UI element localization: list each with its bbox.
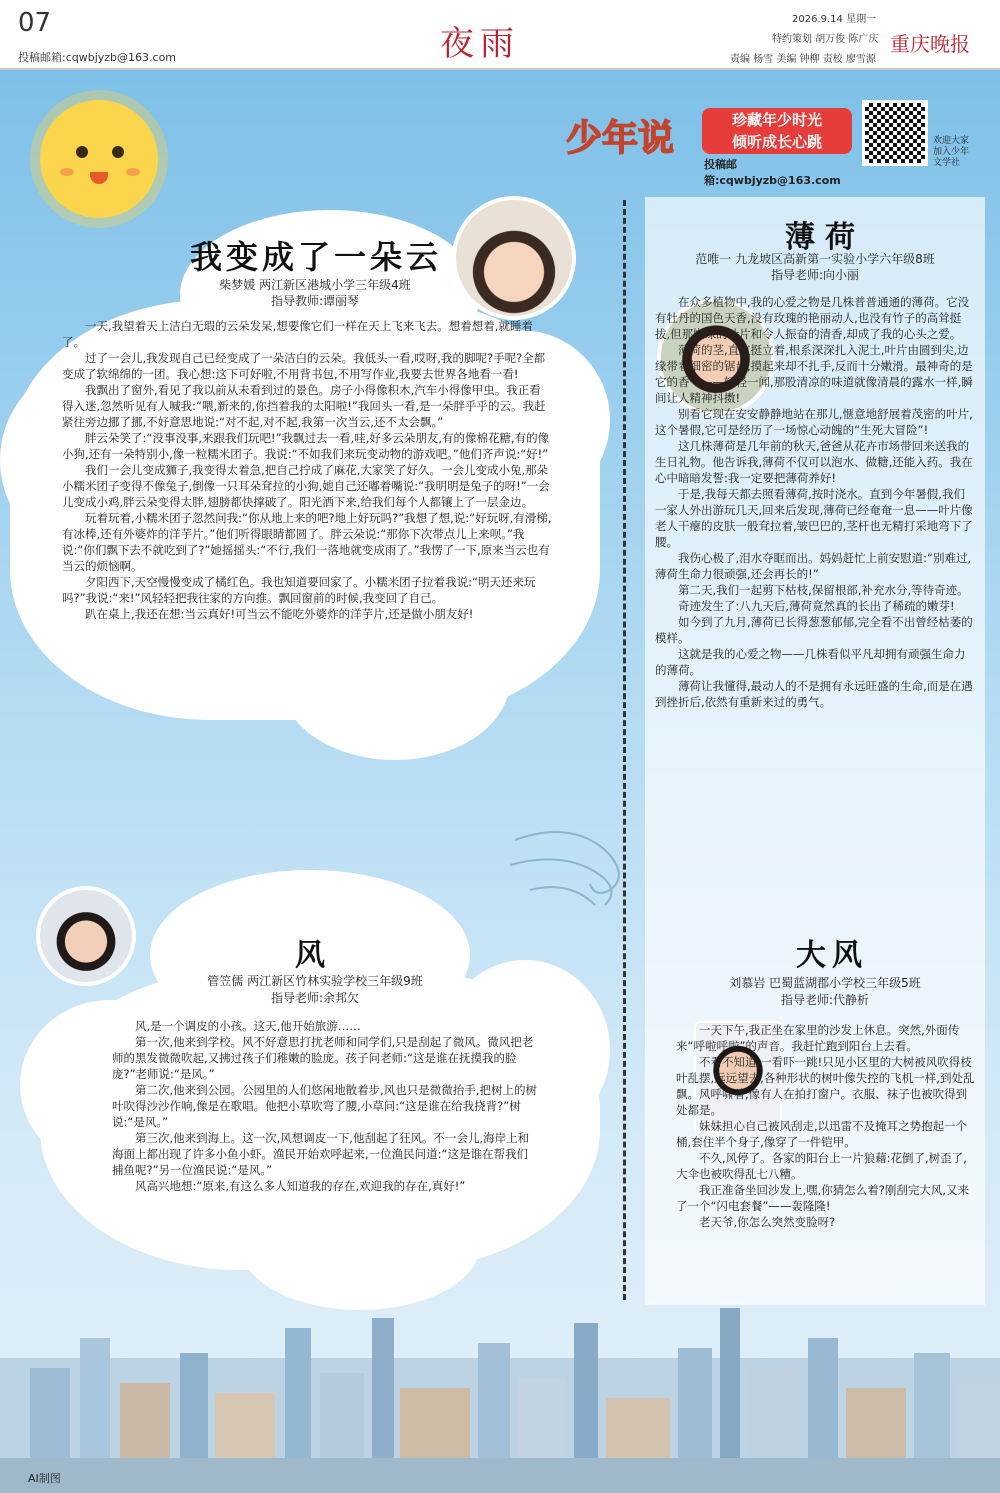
article-body (62, 318, 552, 622)
article-teacher: 指导教师:谭丽琴 (270, 294, 360, 308)
article-paragraph: 别看它现在安安静静地站在那儿,惬意地舒展着茂密的叶片,这个暑假,它可是经历了一场惊心动魄的“生死大冒险”! (655, 407, 973, 437)
article-paragraph: 在众多植物中,我的心爱之物是几株普普通通的薄荷。它没有牡丹的国色天香,没有玫瑰的艳丽动人,也没有竹子的高耸挺拔,但那嫩绿的叶片和令人振奋的清香,却成了我的心头之爱。 (655, 295, 970, 341)
slogan-line: 倾听成长心跳 (731, 133, 822, 151)
article-paragraph: 一天下午,我正坐在家里的沙发上休息。突然,外面传来“呼啦呼啦”的声音。我赶忙跑到阳台上去看。 (676, 1023, 960, 1053)
sun-cheek-icon (60, 168, 74, 176)
article-paragraph: 奇迹发生了:八九天后,薄荷竟然真的长出了稀疏的嫩芽! (678, 599, 955, 613)
article-teacher: 指导老师:余邦欠 (270, 991, 360, 1005)
article-byline: 刘慕岩 巴蜀蓝湖郡小学校三年级5班 (729, 976, 921, 990)
cloud-shape (330, 680, 450, 750)
editorial-credit-planning: 特约策划 胡万俊 陈广庆 (772, 34, 879, 45)
ai-illustration-credit: AI制图 (28, 1472, 61, 1485)
article-paragraph: 第三次,他来到海上。这一次,风想调皮一下,他刮起了狂风。不一会儿,海岸上和海面上都出现了许多小鱼小虾。渔民开始欢呼起来,一位渔民问道:“这是谁在帮我们捕鱼呢?”另一位渔民说:“是风。” (112, 1131, 530, 1177)
article-paragraph: 不看不知道,一看吓一跳!只见小区里的大树被风吹得枝叶乱摆,远远望去,各种形状的树叶像失控的飞机一样,到处乱飘。风呼啸着,像有人在拍打窗户。衣服、袜子也被吹得到处都是。 (676, 1055, 975, 1117)
article-paragraph: 这几株薄荷是几年前的秋天,爸爸从花卉市场带回来送我的生日礼物。他告诉我,薄荷不仅可以泡水、做糖,还能入药。我在心中暗暗发誓:我一定要把薄荷养好! (655, 439, 973, 485)
issue-date: 2026.9.14 星期一 (792, 14, 877, 25)
author-photo (36, 886, 136, 986)
article-paragraph: 我飘出了窗外,看见了我以前从未看到过的景色。房子小得像积木,汽车小得像甲虫。我正看得入迷,忽然听见有人喊我:“喂,新来的,你挡着我的太阳啦!”我回头一看,是一朵胖乎乎的云。我赶紧往旁边挪了挪,不好意思地说:“对不起,对不起,我第一次当云,还不太会飘。” (62, 383, 546, 429)
cartoon-sun-icon (40, 100, 158, 218)
article-title: 薄荷 (785, 220, 865, 255)
article-byline: 管笠儒 两江新区竹林实验学校三年级9班 (207, 974, 423, 988)
column-slogan (702, 108, 852, 154)
sun-eye-icon (112, 146, 124, 158)
article-byline: 范唯一 九龙坡区高新第一实验小学六年级8班 (695, 252, 935, 266)
page-number: 07 (18, 8, 52, 38)
article-body (655, 294, 973, 710)
section-title: 夜雨 (440, 24, 520, 64)
newspaper-brand-logo: 重庆晚报 (890, 32, 970, 56)
article-title: 我变成了一朵云 (190, 238, 443, 276)
article-title: 大风 (796, 938, 868, 973)
article-paragraph: 过了一会儿,我发现自己已经变成了一朵洁白的云朵。我低头一看,哎呀,我的脚呢?手呢?全都变成了软绵绵的一团。我心想:这下可好啦,不用背书包,不用写作业,我要去世界各地看一看! (62, 351, 546, 381)
article-paragraph: 妹妹担心自己被风刮走,以迅雷不及掩耳之势抱起一个桶,套住半个身子,像穿了一件铠甲。 (676, 1119, 968, 1149)
article-paragraph: 一天,我望着天上洁白无瑕的云朵发呆,想要像它们一样在天上飞来飞去。想着想着,就睡着了。 (62, 319, 533, 349)
sun-cheek-icon (126, 168, 140, 176)
article-paragraph: 我正准备坐回沙发上,嘿,你猜怎么着?刚刮完大风,又来了一个“闪电套餐”——轰隆隆! (676, 1183, 970, 1213)
article-paragraph: 老天爷,你怎么突然变脸呀? (699, 1215, 836, 1229)
article-paragraph: 不久,风停了。各家的阳台上一片狼藉:花倒了,树歪了,大伞也被吹得乱七八糟。 (676, 1151, 967, 1181)
article-paragraph: 风,是一个调皮的小孩。这天,他开始旅游…… (135, 1019, 361, 1033)
header-email: 投稿邮箱:cqwbjyzb@163.com (18, 51, 177, 64)
article-title: 风 (295, 938, 325, 973)
article-paragraph: 如今到了九月,薄荷已长得葱葱郁郁,完全看不出曾经枯萎的模样。 (655, 615, 973, 645)
article-body (676, 1022, 976, 1230)
article-paragraph: 我们一会儿变成狮子,我变得太着急,把自己拧成了麻花,大家笑了好久。一会儿变成小兔,那朵小糯米团子变得不像兔子,倒像一只耳朵耷拉的小狗,她自己还嘟着嘴说:“我明明是兔子的呀!”一会儿变成小鸡,胖云朵变得太胖,翅膀都快撑破了。阳光洒下来,给我们每个人都镶上了一层金边。 (62, 463, 550, 509)
article-paragraph: 这就是我的心爱之物——几株看似平凡却拥有顽强生命力的薄荷。 (655, 647, 966, 677)
qr-caption: 欢迎大家加入少年文学社 (933, 136, 970, 168)
city-skyline-illustration (0, 1298, 1000, 1493)
article-body (112, 1018, 537, 1194)
article-teacher: 指导老师:代静析 (780, 993, 870, 1007)
article-paragraph: 玩着玩着,小糯米团子忽然问我:“你从地上来的吧?地上好玩吗?”我想了想,说:“好玩呀,有滑梯,有冰棒,还有外婆炸的洋芋片。”他们听得眼睛都圆了。胖云朵说:“那你下次带点儿上来呗。”我说:“你们飘下去不就吃到了?”她摇摇头:“不行,我们一落地就变成雨了。”我愣了一下,原来当云也有当云的烦恼啊。 (62, 511, 552, 573)
article-paragraph: 第二天,我们一起剪下枯枝,保留根部,补充水分,等待奇迹。 (678, 583, 969, 597)
slogan-line: 珍藏年少时光 (731, 111, 822, 129)
column-banner (566, 90, 856, 187)
article-paragraph: 第二次,他来到公园。公园里的人们悠闲地散着步,风也只是微微抬手,把树上的树叶吹得沙沙作响,像是在歌唱。他把小草吹弯了腰,小草问:“这是谁在给我挠背?”树说:“是风。” (112, 1083, 537, 1129)
article-teacher: 指导老师:向小丽 (770, 268, 860, 282)
article-paragraph: 胖云朵笑了:“没事没事,来跟我们玩吧!”我飘过去一看,哇,好多云朵朋友,有的像棉花糖,有的像小狗,还有一朵特别小,像一粒糯米团子。我说:“不如我们来玩变动物的游戏吧。”他们齐声说:“好!” (62, 431, 550, 461)
article-byline: 柴梦媛 两江新区港城小学三年级4班 (219, 278, 411, 292)
article-paragraph: 趴在桌上,我还在想:当云真好!可当云不能吃外婆炸的洋芋片,还是做小朋友好! (85, 607, 474, 621)
article-paragraph: 我伤心极了,泪水夺眶而出。妈妈赶忙上前安慰道:“别难过,薄荷生命力很顽强,还会再长的!” (655, 551, 972, 581)
article-paragraph: 薄荷让我懂得,最动人的不是拥有永远旺盛的生命,而是在遇到挫折后,依然有重新来过的勇气。 (655, 679, 973, 709)
sun-eye-icon (76, 146, 88, 158)
wind-swirl-icon (510, 820, 640, 920)
cloud-shape (240, 1180, 480, 1310)
article-paragraph: 夕阳西下,天空慢慢变成了橘红色。我也知道要回家了。小糯米团子拉着我说:“明天还来玩吗?”我说:“来!”风轻轻把我往家的方向推。飘回窗前的时候,我变回了自己。 (62, 575, 536, 605)
article-paragraph: 于是,我每天都去照看薄荷,按时浇水。直到今年暑假,我们一家人外出游玩几天,回来后发现,薄荷已经奄奄一息——叶片像老人干瘪的皮肤一般耷拉着,皱巴巴的,茎杆也无精打采地弯下了腰。 (655, 487, 973, 549)
sun-mouth-icon (90, 172, 108, 184)
article-paragraph: 风高兴地想:“原来,有这么多人知道我的存在,欢迎我的存在,真好!” (135, 1179, 466, 1193)
article-paragraph: 第一次,他来到学校。风不好意思打扰老师和同学们,只是刮起了微风。微风把老师的黑发微微吹起,又拂过孩子们稚嫩的脸庞。孩子问老师:“这是谁在抚摸我的脸庞?”老师说:“是风。” (112, 1035, 534, 1081)
page-header (0, 0, 1000, 70)
editorial-credit-staff: 责编 杨雪 美编 钟柳 责校 廖雪源 (730, 54, 876, 65)
banner-email: 投稿邮箱:cqwbjyzb@163.com (704, 158, 841, 187)
column-logo: 少年说 (566, 118, 675, 159)
qr-code-icon[interactable] (862, 100, 928, 166)
column-divider (623, 200, 626, 1300)
article-paragraph: 薄荷的茎,直直挺立着,根系深深扎入泥土,叶片由圆到尖,边缘带着细密的锯齿,摸起来却不扎手,反而十分嫩滑。最神奇的是它的香气——轻轻一闻,那股清凉的味道就像清晨的露水一样,瞬间让人精神抖擞! (655, 343, 973, 405)
